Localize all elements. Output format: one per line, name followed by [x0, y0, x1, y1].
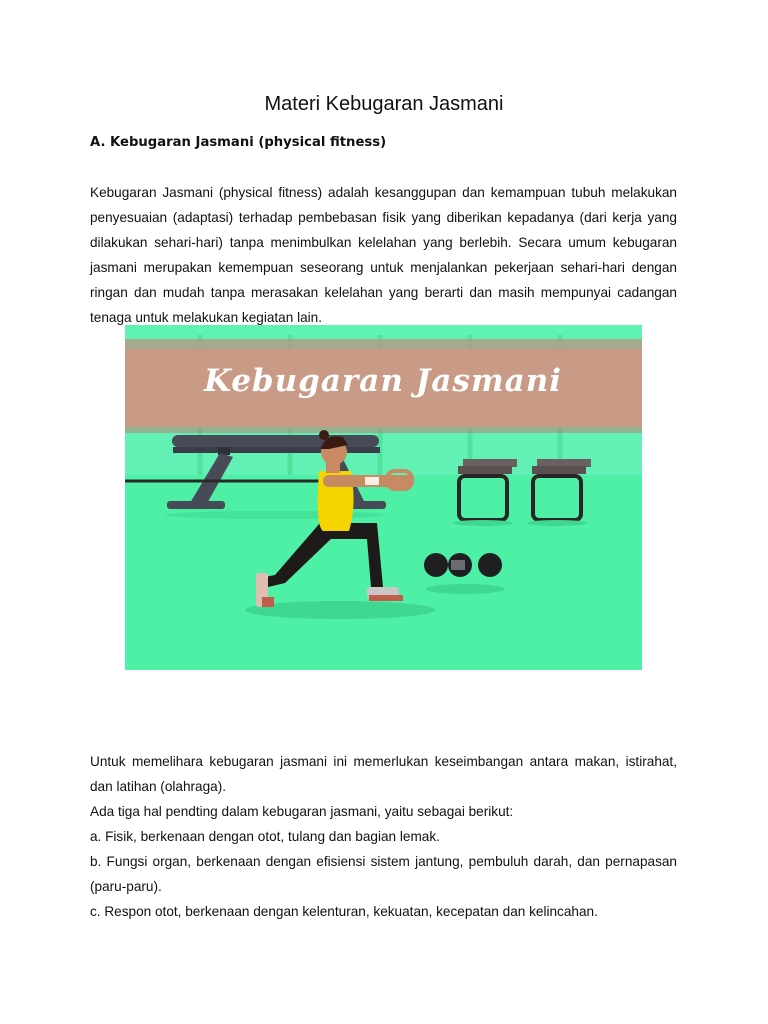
fitness-illustration	[125, 325, 642, 670]
list-item: a. Fisik, berkenaan dengan otot, tulang dan bagian lemak.	[90, 829, 440, 844]
banner-text: Kebugaran Jasmani	[203, 363, 563, 399]
maintenance-paragraph: Untuk memelihara kebugaran jasmani ini memerlukan keseimbangan antara makan, istirahat, dan latihan (olahraga).	[90, 754, 677, 794]
list-item: c. Respon otot, berkenaan dengan kelenturan, kekuatan, kecepatan dan kelincahan.	[90, 904, 598, 919]
dumbbells	[424, 553, 505, 594]
banner-stripe	[125, 339, 642, 349]
list-intro: Ada tiga hal pendting dalam kebugaran jasmani, yaitu sebagai berikut:	[90, 804, 514, 819]
intro-paragraph: Kebugaran Jasmani (physical fitness) adalah kesanggupan dan kemampuan tubuh melakukan penyesuaian (adaptasi) terhadap pembebasan fisik yang diberikan kepadanya (dari kerja yang dilakukan sehari-hari) tanpa menimbulkan kelelahan yang berlebih. Secara umum kebugaran jasmani merupakan kemempuan seseorang untuk menjalankan pekerjaan sehari-hari dengan ringan dan mudah tanpa merasakan kelelahan yang berarti dan masih mempunyai cadangan tenaga untuk melakukan kegiatan lain.	[90, 185, 677, 325]
list-item: b. Fungsi organ, berkenaan dengan efisiensi sistem jantung, pembuluh darah, dan pernapasan (paru-paru).	[90, 854, 677, 894]
section-heading: A. Kebugaran Jasmani (physical fitness)	[90, 135, 387, 150]
page-title: Materi Kebugaran Jasmani	[264, 93, 504, 115]
